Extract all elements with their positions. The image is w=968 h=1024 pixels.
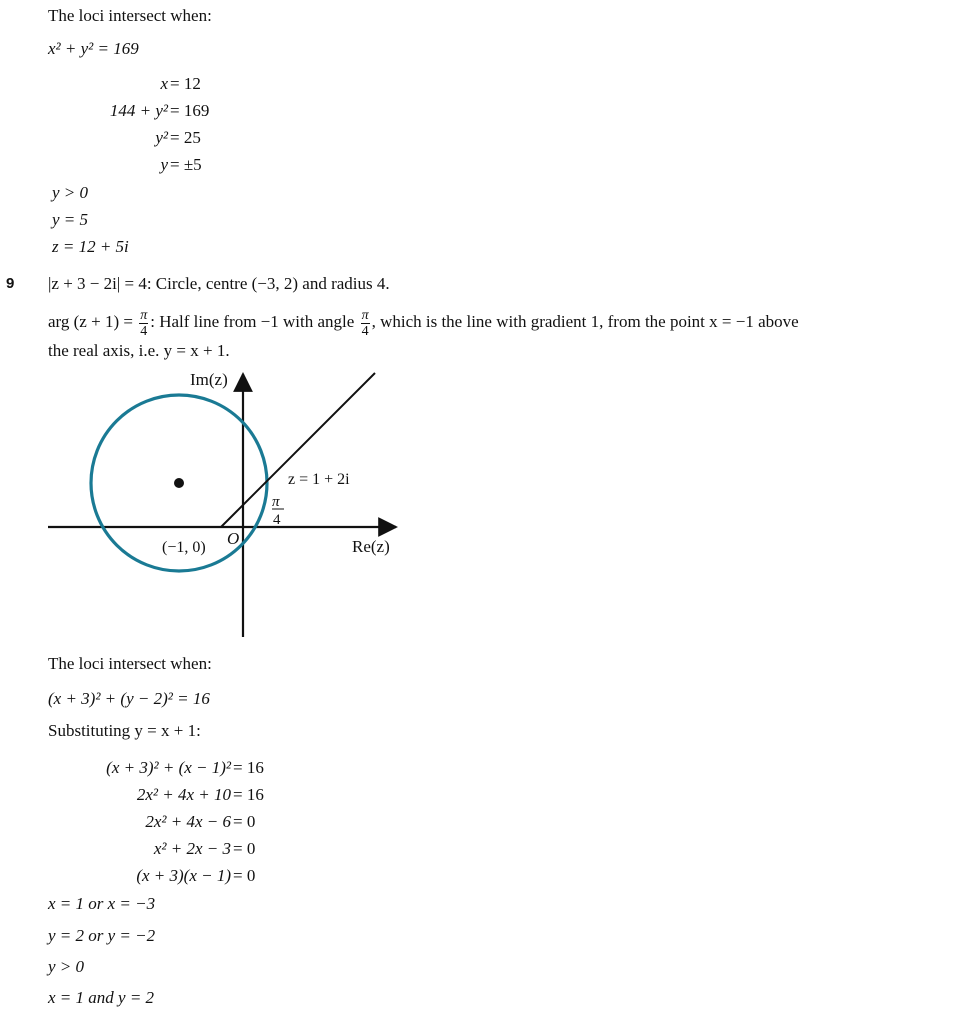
fraction-denominator: 4 xyxy=(361,323,369,339)
row-rhs: = 0 xyxy=(233,812,256,831)
row-rhs: = 16 xyxy=(233,758,264,777)
section2-intro: The loci intersect when: xyxy=(48,654,212,673)
arg-description-continued: , which is the line with gradient 1, from the point x = −1 above xyxy=(371,312,799,331)
arg-description: : Half line from −1 with angle xyxy=(150,312,355,331)
row-lhs: x² + 2x − 3 xyxy=(153,839,231,858)
derivation-row xyxy=(48,99,168,123)
row-rhs: = 0 xyxy=(233,839,256,858)
row-rhs: = ±5 xyxy=(170,155,202,174)
row-lhs: 2x² + 4x − 6 xyxy=(145,812,231,831)
derivation-row xyxy=(48,864,231,888)
section1-circle-equation: x² + y² = 169 xyxy=(48,39,139,58)
real-axis-label: Re(z) xyxy=(352,537,390,556)
row-rhs: = 169 xyxy=(170,101,210,120)
section2-circle-equation: (x + 3)² + (y − 2)² = 16 xyxy=(48,689,210,708)
derivation-row xyxy=(48,837,231,861)
section1-intro: The loci intersect when: xyxy=(48,6,212,25)
intersection-label: z = 1 + 2i xyxy=(288,471,350,488)
pi-over-4-fraction xyxy=(139,308,148,339)
pi-over-4-fraction xyxy=(361,308,370,339)
row-lhs: (x + 3)² + (x − 1)² xyxy=(106,758,231,777)
section1-y-value: y = 5 xyxy=(52,210,89,229)
section1-result: z = 12 + 5i xyxy=(52,237,129,256)
section2-condition: y > 0 xyxy=(48,957,85,976)
section2-x-solutions: x = 1 or x = −3 xyxy=(48,894,156,913)
fraction-numerator: π xyxy=(361,307,369,323)
row-lhs: y xyxy=(160,155,168,174)
row-rhs: = 25 xyxy=(170,128,201,147)
q9-arg-line xyxy=(48,304,799,340)
q9-line-equation: the real axis, i.e. y = x + 1. xyxy=(48,341,230,360)
section2-substitution: Substituting y = x + 1: xyxy=(48,721,201,740)
angle-label-denominator: 4 xyxy=(273,512,281,528)
section2-y-solutions: y = 2 or y = −2 xyxy=(48,926,156,945)
derivation-row xyxy=(48,783,231,807)
row-lhs: 2x² + 4x + 10 xyxy=(136,785,231,804)
argand-diagram xyxy=(0,360,420,645)
derivation-row xyxy=(48,72,168,96)
origin-label: O xyxy=(227,529,240,548)
derivation-row xyxy=(48,810,231,834)
derivation-row xyxy=(48,756,231,780)
fraction-numerator: π xyxy=(140,307,148,323)
circle-centre-point xyxy=(174,478,184,488)
row-rhs: = 16 xyxy=(233,785,264,804)
angle-label-numerator: π xyxy=(272,494,280,510)
arg-expression: arg (z + 1) = xyxy=(48,312,133,331)
q9-circle-description: |z + 3 − 2i| = 4: Circle, centre (−3, 2) and radius 4. xyxy=(48,274,390,293)
row-rhs: = 0 xyxy=(233,866,256,885)
section2-derivation xyxy=(48,756,348,892)
row-lhs: 144 + y² xyxy=(109,101,168,120)
derivation-row xyxy=(48,153,168,177)
section2-final-answer: x = 1 and y = 2 xyxy=(48,988,155,1007)
fraction-denominator: 4 xyxy=(140,323,148,339)
section1-condition: y > 0 xyxy=(52,183,89,202)
row-lhs: x xyxy=(160,74,168,93)
imaginary-axis-label: Im(z) xyxy=(190,370,228,389)
row-lhs: (x + 3)(x − 1) xyxy=(136,866,231,885)
row-rhs: = 12 xyxy=(170,74,201,93)
question-number: 9 xyxy=(6,275,15,292)
point-minus-one-label: (−1, 0) xyxy=(162,539,206,556)
derivation-row xyxy=(48,126,168,150)
section1-derivation xyxy=(48,72,288,182)
row-lhs: y² xyxy=(155,128,168,147)
